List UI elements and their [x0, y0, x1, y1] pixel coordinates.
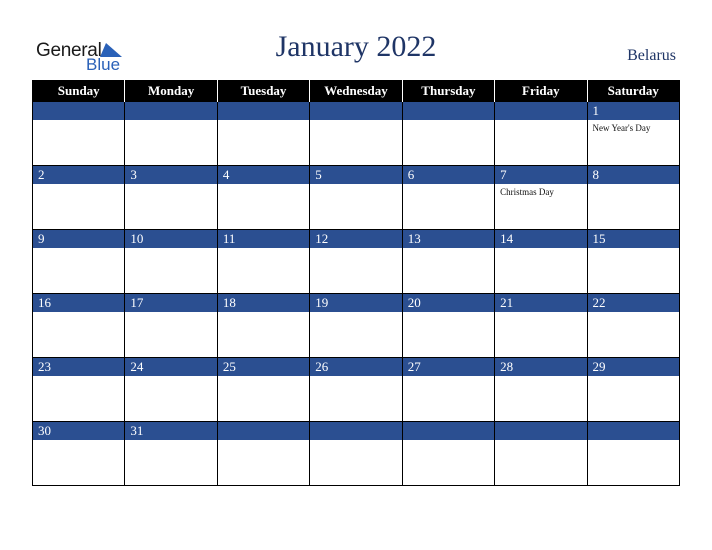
day-number — [218, 102, 309, 120]
page-title: January 2022 — [275, 30, 437, 63]
holiday-label — [218, 184, 309, 187]
holiday-label — [495, 120, 586, 123]
day-cell — [33, 230, 125, 294]
weekday-header: Friday — [495, 80, 587, 102]
day-cell — [495, 422, 587, 486]
day-cell — [495, 358, 587, 422]
day-cell — [402, 294, 494, 358]
day-cell — [217, 166, 309, 230]
holiday-label — [403, 376, 494, 379]
holiday-label — [588, 376, 679, 379]
day-number — [495, 102, 586, 120]
day-number: 18 — [218, 294, 309, 312]
day-cell — [217, 230, 309, 294]
holiday-label — [310, 184, 401, 187]
day-number: 3 — [125, 166, 216, 184]
calendar-grid — [32, 80, 680, 486]
day-number — [310, 422, 401, 440]
holiday-label — [33, 248, 124, 251]
day-number: 21 — [495, 294, 586, 312]
day-number — [218, 422, 309, 440]
day-number — [495, 422, 586, 440]
day-number: 22 — [588, 294, 679, 312]
holiday-label — [310, 312, 401, 315]
day-number: 25 — [218, 358, 309, 376]
day-number: 27 — [403, 358, 494, 376]
day-number: 16 — [33, 294, 124, 312]
day-cell — [125, 102, 217, 166]
day-cell — [310, 166, 402, 230]
day-cell — [125, 422, 217, 486]
holiday-label — [33, 376, 124, 379]
day-number: 13 — [403, 230, 494, 248]
holiday-label — [33, 120, 124, 123]
day-number: 7 — [495, 166, 586, 184]
day-number: 1 — [588, 102, 679, 120]
day-number — [403, 102, 494, 120]
day-number: 12 — [310, 230, 401, 248]
holiday-label — [495, 440, 586, 443]
holiday-label — [125, 376, 216, 379]
holiday-label — [495, 312, 586, 315]
day-cell — [310, 230, 402, 294]
week-row — [33, 166, 680, 230]
day-cell — [33, 294, 125, 358]
holiday-label — [125, 184, 216, 187]
day-cell — [402, 422, 494, 486]
day-number: 30 — [33, 422, 124, 440]
day-number: 17 — [125, 294, 216, 312]
holiday-label — [218, 120, 309, 123]
holiday-label — [218, 248, 309, 251]
day-cell — [495, 294, 587, 358]
day-cell — [217, 422, 309, 486]
holiday-label — [310, 376, 401, 379]
day-cell — [310, 102, 402, 166]
day-cell — [33, 102, 125, 166]
week-row — [33, 230, 680, 294]
holiday-label — [33, 184, 124, 187]
day-number: 23 — [33, 358, 124, 376]
holiday-label — [310, 440, 401, 443]
day-number: 19 — [310, 294, 401, 312]
day-cell — [125, 230, 217, 294]
day-number: 4 — [218, 166, 309, 184]
day-cell — [495, 230, 587, 294]
weekday-header: Saturday — [587, 80, 679, 102]
day-cell — [125, 166, 217, 230]
day-number: 31 — [125, 422, 216, 440]
day-number: 29 — [588, 358, 679, 376]
holiday-label — [495, 376, 586, 379]
brand-word-blue: Blue — [86, 55, 121, 74]
day-number: 24 — [125, 358, 216, 376]
day-cell — [217, 102, 309, 166]
day-number: 8 — [588, 166, 679, 184]
holiday-label — [495, 248, 586, 251]
day-cell — [33, 166, 125, 230]
day-cell — [587, 166, 679, 230]
holiday-label — [403, 184, 494, 187]
day-cell — [33, 358, 125, 422]
day-number — [310, 102, 401, 120]
holiday-label — [310, 248, 401, 251]
week-row — [33, 422, 680, 486]
holiday-label — [125, 248, 216, 251]
weekday-header: Thursday — [402, 80, 494, 102]
day-cell — [310, 422, 402, 486]
holiday-label — [125, 312, 216, 315]
day-number: 20 — [403, 294, 494, 312]
holiday-label — [588, 440, 679, 443]
weekday-header: Tuesday — [217, 80, 309, 102]
holiday-label — [403, 312, 494, 315]
day-number — [125, 102, 216, 120]
holiday-label — [218, 312, 309, 315]
day-cell — [310, 294, 402, 358]
day-cell — [402, 166, 494, 230]
day-cell — [587, 102, 679, 166]
weekday-header: Monday — [125, 80, 217, 102]
day-cell — [402, 230, 494, 294]
holiday-label — [403, 120, 494, 123]
day-number: 2 — [33, 166, 124, 184]
day-number: 26 — [310, 358, 401, 376]
day-cell — [33, 422, 125, 486]
day-number: 6 — [403, 166, 494, 184]
day-cell — [217, 358, 309, 422]
day-number: 15 — [588, 230, 679, 248]
day-cell — [125, 358, 217, 422]
holiday-label — [403, 440, 494, 443]
holiday-label — [588, 248, 679, 251]
week-row — [33, 358, 680, 422]
holiday-label — [218, 440, 309, 443]
holiday-label: Christmas Day — [500, 187, 554, 197]
holiday-label — [125, 440, 216, 443]
holiday-label — [403, 248, 494, 251]
holiday-label — [588, 312, 679, 315]
day-number: 5 — [310, 166, 401, 184]
day-cell — [495, 102, 587, 166]
day-number — [403, 422, 494, 440]
day-number — [33, 102, 124, 120]
day-number: 14 — [495, 230, 586, 248]
week-row — [33, 102, 680, 166]
holiday-label — [33, 312, 124, 315]
day-cell — [587, 358, 679, 422]
day-cell — [587, 230, 679, 294]
day-number: 11 — [218, 230, 309, 248]
country-label: Belarus — [627, 47, 676, 64]
day-cell — [402, 102, 494, 166]
day-number: 10 — [125, 230, 216, 248]
holiday-label — [218, 376, 309, 379]
day-number: 28 — [495, 358, 586, 376]
weekday-header-row — [33, 80, 680, 102]
holiday-label — [33, 440, 124, 443]
day-cell — [217, 294, 309, 358]
holiday-label — [125, 120, 216, 123]
day-cell — [495, 166, 587, 230]
day-number — [588, 422, 679, 440]
holiday-label — [310, 120, 401, 123]
day-cell — [310, 358, 402, 422]
weekday-header: Sunday — [33, 80, 125, 102]
weekday-header: Wednesday — [310, 80, 402, 102]
day-cell — [125, 294, 217, 358]
holiday-label — [588, 184, 679, 187]
holiday-label: New Year's Day — [592, 123, 651, 133]
week-row — [33, 294, 680, 358]
day-cell — [587, 294, 679, 358]
day-number: 9 — [33, 230, 124, 248]
brand-word-general: General — [36, 40, 102, 61]
day-cell — [402, 358, 494, 422]
day-cell — [587, 422, 679, 486]
